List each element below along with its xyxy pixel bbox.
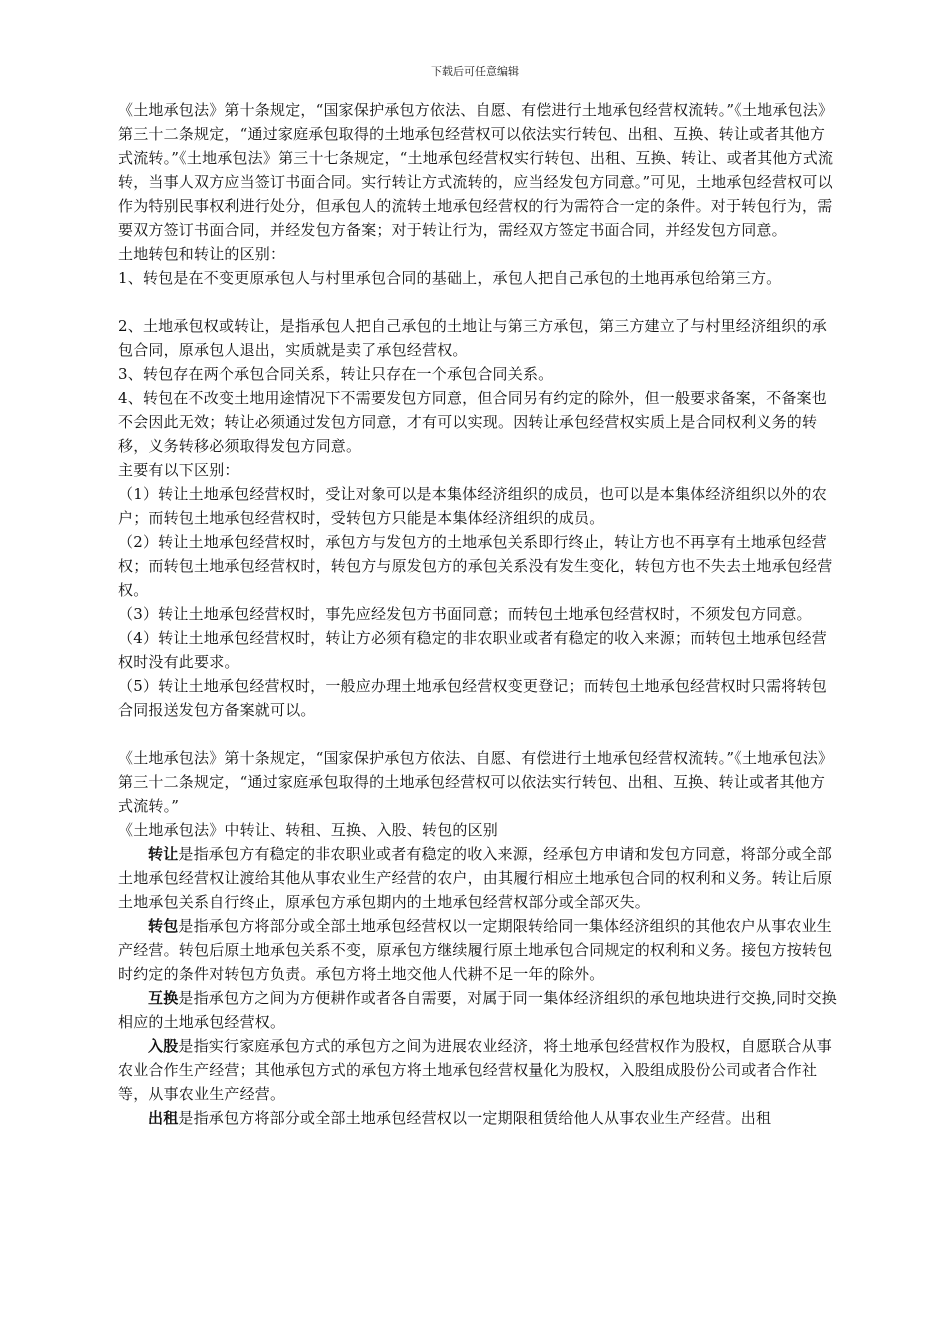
term-label: 互换 bbox=[148, 989, 179, 1007]
term-label: 入股 bbox=[148, 1037, 179, 1055]
definition-shareholding bbox=[118, 1034, 838, 1106]
term-definition: 是指承包方有稳定的非农职业或者有稳定的收入来源，经承包方申请和发包方同意，将部分或全部土地承包经营权让渡给其他从事农业生产经营的农户，由其履行相应土地承包合同的权利和义务。转让后原土地承包关系自行终止，原承包方承包期内的土地承包经营权部分或全部灭失。 bbox=[118, 845, 833, 911]
blank-line bbox=[118, 722, 838, 746]
term-definition: 是指承包方之间为方便耕作或者各自需要，对属于同一集体经济组织的承包地块进行交换,同时交换相应的土地承包经营权。 bbox=[118, 989, 837, 1031]
term-label: 出租 bbox=[148, 1109, 179, 1127]
paragraph-difference-3: （3）转让土地承包经营权时，事先应经发包方书面同意；而转包土地承包经营权时，不须发包方同意。 bbox=[118, 605, 812, 623]
paragraph-point-2: 2、土地承包权或转让，是指承包人把自己承包的土地让与第三方承包，第三方建立了与村里经济组织的承包合同，原承包人退出，实质就是卖了承包经营权。 bbox=[118, 317, 827, 359]
paragraph-difference-4: （4）转让土地承包经营权时，转让方必须有稳定的非农职业或者有稳定的收入来源；而转包土地承包经营权时没有此要求。 bbox=[118, 629, 827, 671]
term-definition: 是指承包方将部分或全部土地承包经营权以一定期限租赁给他人从事农业生产经营。出租 bbox=[178, 1109, 772, 1127]
paragraph-law-citations-repeat: 《土地承包法》第十条规定，“国家保护承包方依法、自愿、有偿进行土地承包经营权流转。”《土地承包法》第三十二条规定，“通过家庭承包取得的土地承包经营权可以依法实行转包、出租、互换、转让或者其他方式流转。” bbox=[118, 749, 834, 815]
term-label: 转让 bbox=[148, 845, 179, 863]
page-header: 下载后可任意编辑 bbox=[431, 65, 519, 78]
paragraph-main-differences: 主要有以下区别： bbox=[118, 461, 240, 479]
paragraph-point-3: 3、转包存在两个承包合同关系，转让只存在一个承包合同关系。 bbox=[118, 365, 554, 383]
paragraph-difference-1: （1）转让土地承包经营权时，受让对象可以是本集体经济组织的成员，也可以是本集体经济组织以外的农户；而转包土地承包经营权时，受转包方只能是本集体经济组织的成员。 bbox=[118, 485, 827, 527]
paragraph-section-title: 《土地承包法》中转让、转租、互换、入股、转包的区别 bbox=[118, 821, 499, 839]
blank-line bbox=[118, 290, 838, 314]
paragraph-difference-5: （5）转让土地承包经营权时，一般应办理土地承包经营权变更登记；而转包土地承包经营权时只需将转包合同报送发包方备案就可以。 bbox=[118, 677, 827, 719]
paragraph-law-citations: 《土地承包法》第十条规定，“国家保护承包方依法、自愿、有偿进行土地承包经营权流转。”《土地承包法》第三十二条规定，“通过家庭承包取得的土地承包经营权可以依法实行转包、出租、互换、转让或者其他方式流转。”《土地承包法》第三十七条规定，“土地承包经营权实行转包、出租、互换、转让、或者其他方式流转，当事人双方应当签订书面合同。实行转让方式流转的，应当经发包方同意。”可见，土地承包经营权可以作为特别民事权利进行处分，但承包人的流转土地承包经营权的行为需符合一定的条件。对于转包行为，需要双方签订书面合同，并经发包方备案；对于转让行为，需经双方签定书面合同，并经发包方同意。 bbox=[118, 101, 834, 239]
document-body bbox=[118, 98, 838, 1130]
definition-transfer bbox=[118, 842, 838, 914]
definition-exchange bbox=[118, 986, 838, 1034]
definition-lease bbox=[118, 1106, 838, 1130]
paragraph-heading-differences: 土地转包和转让的区别： bbox=[118, 245, 286, 263]
term-definition: 是指实行家庭承包方式的承包方之间为进展农业经济，将土地承包经营权作为股权，自愿联合从事农业合作生产经营；其他承包方式的承包方将土地承包经营权量化为股权，入股组成股份公司或者合作社等，从事农业生产经营。 bbox=[118, 1037, 833, 1103]
definition-subcontract bbox=[118, 914, 838, 986]
paragraph-point-4: 4、转包在不改变土地用途情况下不需要发包方同意，但合同另有约定的除外，但一般要求备案，不备案也不会因此无效；转让必须通过发包方同意，才有可以实现。因转让承包经营权实质上是合同权利义务的转移，义务转移必须取得发包方同意。 bbox=[118, 389, 827, 455]
term-definition: 是指承包方将部分或全部土地承包经营权以一定期限转给同一集体经济组织的其他农户从事农业生产经营。转包后原土地承包关系不变，原承包方继续履行原土地承包合同规定的权利和义务。接包方按转包时约定的条件对转包方负责。承包方将土地交他人代耕不足一年的除外。 bbox=[118, 917, 833, 983]
paragraph-point-1: 1、转包是在不变更原承包人与村里承包合同的基础上，承包人把自己承包的土地再承包给第三方。 bbox=[118, 269, 782, 287]
paragraph-difference-2: （2）转让土地承包经营权时，承包方与发包方的土地承包关系即行终止，转让方也不再享有土地承包经营权；而转包土地承包经营权时，转包方与原发包方的承包关系没有发生变化，转包方也不失去土地承包经营权。 bbox=[118, 533, 833, 599]
term-label: 转包 bbox=[148, 917, 179, 935]
